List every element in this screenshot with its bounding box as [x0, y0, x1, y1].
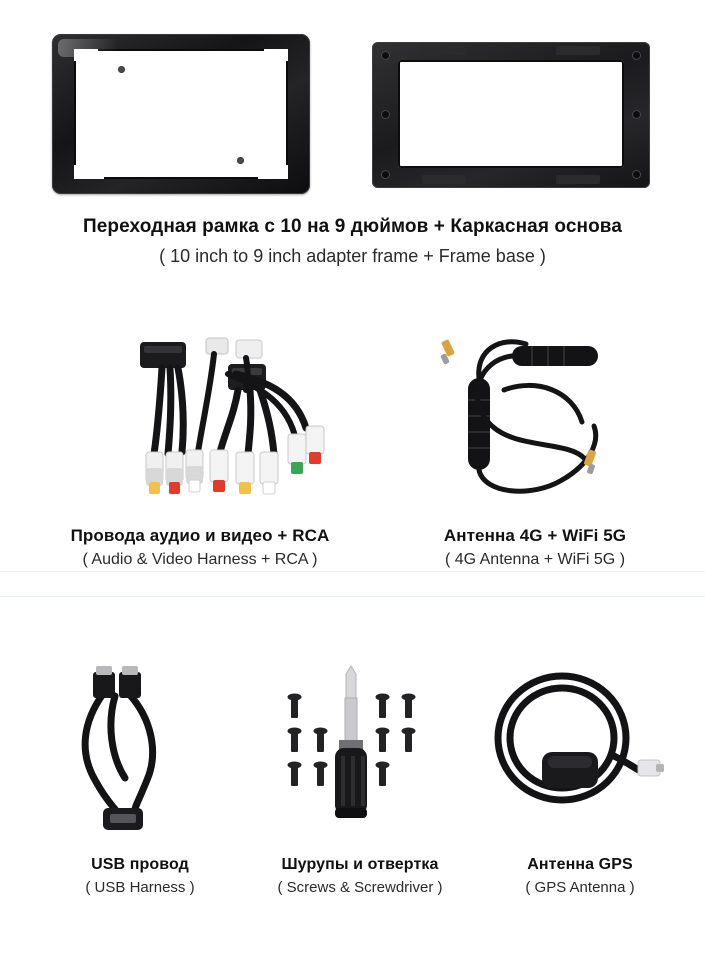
frame-base-icon [372, 42, 650, 188]
gps-antenna-puck-icon [470, 660, 670, 830]
caption-4g-antenna [385, 525, 685, 570]
caption-usb-harness [40, 855, 240, 898]
caption-title-en: ( Audio & Video Harness + RCA ) [82, 551, 318, 569]
wiring-harness-rca-icon [110, 330, 370, 510]
caption-screws-screwdriver [235, 855, 485, 898]
section-adapter-frame [0, 0, 705, 300]
caption-av-harness [30, 525, 370, 570]
section-usb-screws-gps [0, 650, 705, 950]
4g-wifi-antenna-icon [440, 330, 670, 510]
caption-adapter-frame [0, 215, 705, 267]
caption-title-ru: Антенна 4G + WiFi 5G [443, 526, 627, 545]
frames-illustration [0, 20, 705, 200]
screwdriver-and-screws-icon [255, 660, 445, 830]
caption-title-en: ( 4G Antenna + WiFi 5G ) [444, 551, 626, 569]
caption-gps-antenna [480, 855, 680, 898]
caption-title-ru: Антенна GPS [527, 856, 633, 873]
caption-title-ru: Переходная рамка с 10 на 9 дюймов + Каркасная основа [82, 216, 623, 237]
adapter-frame-icon [52, 34, 310, 194]
caption-title-ru: Провода аудио и видео + RCA [70, 526, 330, 545]
usb-cable-icon [55, 660, 235, 830]
caption-title-ru: Шурупы и отвертка [281, 856, 439, 873]
caption-title-en: ( USB Harness ) [85, 879, 195, 896]
section-harness-antenna [0, 330, 705, 600]
caption-title-en: ( GPS Antenna ) [525, 879, 635, 896]
caption-title-en: ( 10 inch to 9 inch adapter frame + Frame base ) [159, 245, 546, 266]
caption-title-ru: USB провод [91, 856, 189, 873]
caption-title-en: ( Screws & Screwdriver ) [277, 879, 443, 896]
